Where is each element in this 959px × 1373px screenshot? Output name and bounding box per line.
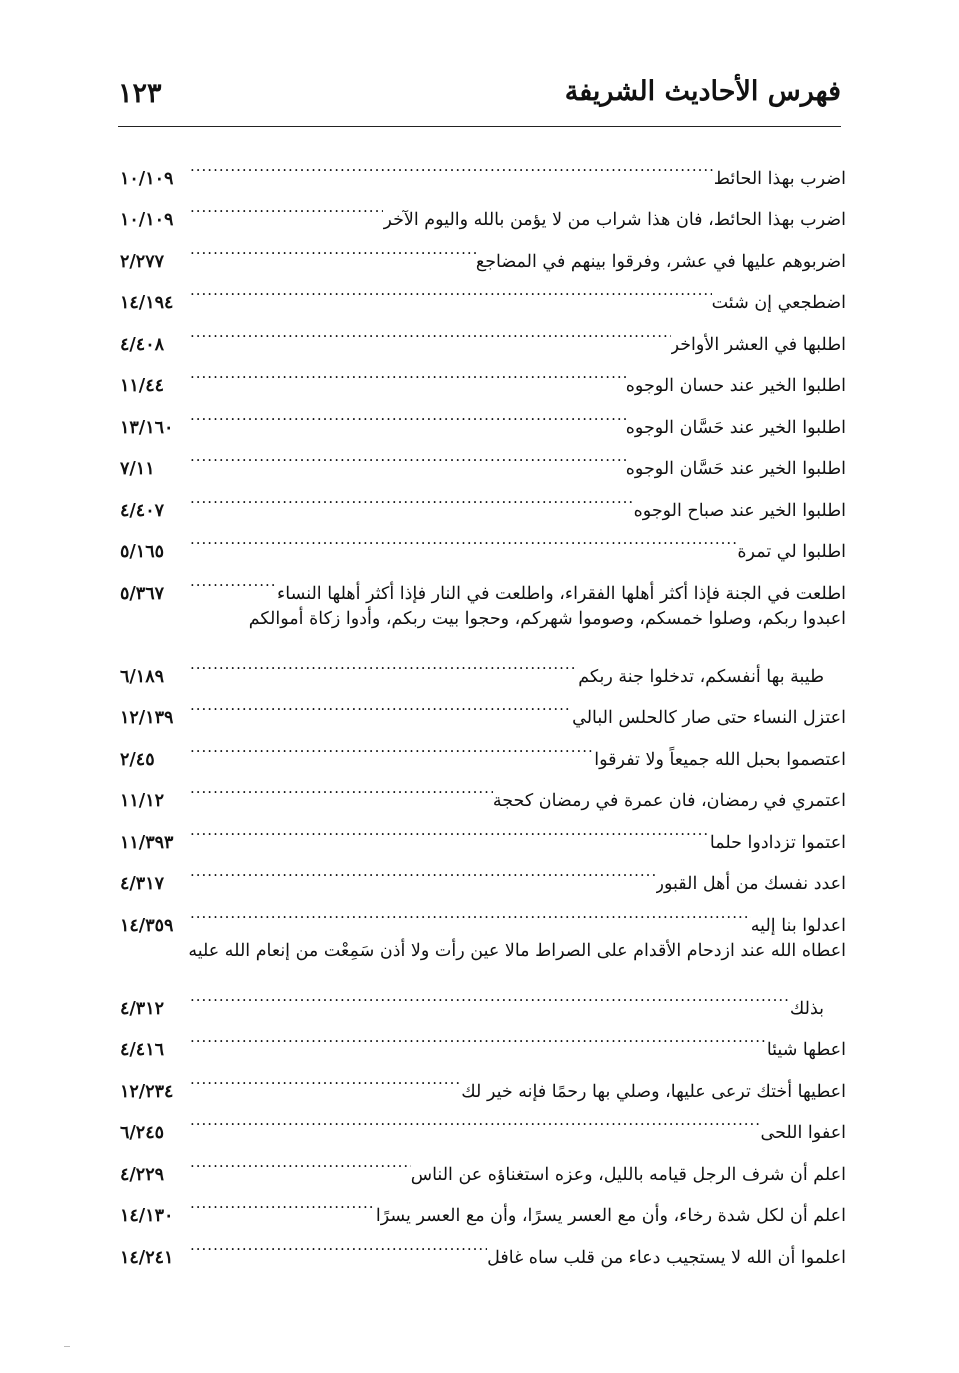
entry-reference: ٤/٤٠٨ <box>120 334 164 355</box>
dot-leader <box>190 267 712 309</box>
entry-text: اعطيها أختك ترعى عليها، وصلي بها رحمًا فإنه خير لك <box>461 1081 846 1102</box>
dot-leader <box>190 1055 461 1097</box>
entry-reference: ١١/٤٤ <box>120 376 164 396</box>
entry-reference: ١٠/١٠٩ <box>120 168 174 189</box>
entry-text: اضربوهم عليها في عشر، وفرقوا بينهم في المضاجع <box>475 251 846 272</box>
entry-reference: ٢/٢٧٧ <box>120 251 164 272</box>
dot-leader <box>190 972 790 1014</box>
entry-reference: ١٠/١٠٩ <box>120 210 174 230</box>
entry-reference: ٦/٢٤٥ <box>120 1123 164 1143</box>
dot-leader <box>190 1138 411 1180</box>
entry-text: طيبة بها أنفسكم، تدخلوا جنة ربكم <box>578 666 824 687</box>
index-entry <box>120 1014 846 1060</box>
entry-reference: ١٣/١٦٠ <box>120 417 174 438</box>
index-entry <box>120 640 846 687</box>
dot-leader <box>190 765 493 807</box>
dot-leader <box>190 640 578 682</box>
entry-text: اطلبوا الخير عند حَسَّان الوجوه <box>625 417 846 438</box>
dot-leader <box>190 1221 487 1263</box>
entry-reference: ٥/١٦٥ <box>120 542 164 562</box>
entry-text: اعلم أن لكل شدة رخاء، وأن مع العسر يسرًا، وأن مع العسر يسرًا <box>375 1206 846 1226</box>
dot-leader <box>190 723 594 765</box>
entry-text: اضرب بهذا الحائط <box>713 168 846 189</box>
entry-reference: ١٤/١٩٤ <box>120 293 174 313</box>
entry-text: اطلعت في الجنة فإذا أكثر أهلها الفقراء، واطلعت في النار فإذا أكثر أهلها النساء <box>277 583 846 604</box>
dot-leader <box>190 1097 761 1139</box>
entry-text: اعتموا تزدادوا حلما <box>709 832 846 853</box>
index-entry <box>120 972 846 1019</box>
entry-reference: ١٤/٢٤١ <box>120 1247 174 1268</box>
entry-reference: ٤/٢٢٩ <box>120 1164 164 1185</box>
hadith-index-list <box>120 142 846 1268</box>
entry-text: اعدد نفسك من أهل القبور <box>655 874 846 894</box>
entry-reference: ١٤/١٣٠ <box>120 1206 174 1226</box>
dot-leader <box>190 1180 376 1222</box>
index-entry <box>120 599 846 641</box>
index-entry <box>120 1097 846 1143</box>
index-entry <box>120 1055 846 1102</box>
dot-leader <box>190 391 626 433</box>
entry-text: اعلم أن شرف الرجل قيامه بالليل، وعزه استغناؤه عن الناس <box>410 1164 846 1185</box>
dot-leader <box>190 308 671 350</box>
entry-text: اطلبوا الخير عند صباح الوجوه <box>633 500 846 521</box>
entry-reference: ٤/٤١٦ <box>120 1040 164 1060</box>
dot-leader <box>190 142 714 184</box>
dot-leader <box>190 1014 767 1056</box>
dot-leader <box>190 848 656 890</box>
dot-leader <box>190 184 383 226</box>
entry-text: اطلبها في العشر الأواخر <box>670 334 846 355</box>
entry-text: اضطجعي إن شئت <box>711 293 846 313</box>
entry-reference: ١١/١٢ <box>120 791 164 811</box>
entry-reference: ٤/٣١٢ <box>120 998 164 1019</box>
entry-text: اطلبوا الخير عند حسان الوجوه <box>625 376 846 396</box>
dot-leader <box>190 806 710 848</box>
entry-text: اعلموا أن الله لا يستجيب دعاء من قلب ساه غافل <box>487 1247 846 1268</box>
page-title: فهرس الأحاديث الشريفة <box>564 76 841 107</box>
entry-text: اعدلوا بنا إليه <box>750 915 846 936</box>
dot-leader <box>190 682 572 724</box>
dot-leader <box>190 889 751 931</box>
header-divider <box>118 126 841 127</box>
entry-reference: ٦/١٨٩ <box>120 666 164 687</box>
entry-reference: ١٢/٢٣٤ <box>120 1081 174 1102</box>
entry-text: اضرب بهذا الحائط، فان هذا شراب من لا يؤمن بالله واليوم الآخر <box>383 210 846 230</box>
dot-leader <box>190 516 737 558</box>
entry-text: اطلبوا لي تمرة <box>737 542 846 562</box>
entry-text: اعطاه الله عند ازدحام الأقدام على الصراط مالا عين رأت ولا أذن سَمِعْت من إنعام الله عليه <box>188 940 846 961</box>
index-entry <box>120 142 846 189</box>
entry-reference: ١١/٣٩٣ <box>120 832 174 853</box>
dot-leader <box>190 350 626 392</box>
entry-text: اعبدوا ربكم، وصلوا خمسكم، وصوموا شهركم، وحجوا بيت ربكم، وأدوا زكاة أموالكم <box>248 608 846 629</box>
entry-reference: ٢/٤٥ <box>120 749 155 770</box>
entry-text: اعطها شيئا <box>766 1040 846 1060</box>
entry-reference: ١٤/٣٥٩ <box>120 915 174 936</box>
dot-leader <box>190 225 476 267</box>
dot-leader <box>190 557 277 599</box>
index-entry <box>120 931 846 973</box>
page-number: ١٢٣ <box>118 78 162 109</box>
entry-reference: ١٢/١٣٩ <box>120 708 174 728</box>
index-entry <box>120 516 846 562</box>
entry-text: بذلك <box>789 998 824 1019</box>
entry-reference: ٥/٣٦٧ <box>120 583 164 604</box>
scan-mark <box>64 1346 70 1347</box>
page-header <box>118 74 841 124</box>
entry-text: اعتزل النساء حتى صار كالحلس البالي <box>572 708 846 728</box>
entry-reference: ٧/١١ <box>120 459 155 479</box>
index-entry <box>120 1138 846 1185</box>
entry-text: اعفوا اللحى <box>760 1123 846 1143</box>
dot-leader <box>190 474 634 516</box>
dot-leader <box>190 433 626 475</box>
entry-reference: ٤/٤٠٧ <box>120 500 164 521</box>
entry-reference: ٤/٣١٧ <box>120 874 164 894</box>
index-entry <box>120 889 846 936</box>
entry-text: اطلبوا الخير عند حَسَّان الوجوه <box>625 459 846 479</box>
entry-text: اعتصموا بحبل الله جميعاً ولا تفرقوا <box>594 749 846 770</box>
entry-text: اعتمري في رمضان، فان عمرة في رمضان كحجة <box>492 791 846 811</box>
